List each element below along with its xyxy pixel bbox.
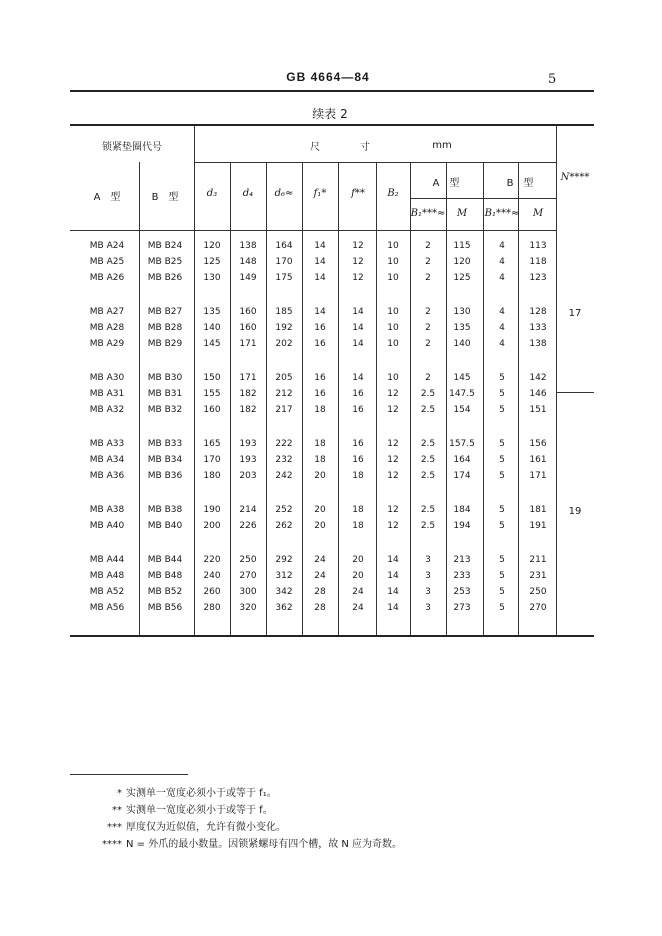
table-cell: MB A25 (89, 257, 125, 267)
page-number: 5 (548, 72, 557, 87)
row-divider-size (194, 162, 556, 163)
table-cell: 16 (314, 323, 326, 333)
standard-code: GB 4664—84 (286, 70, 370, 84)
table-cell: 3 (425, 587, 431, 597)
table-cell: 250 (239, 555, 257, 565)
n-value: 19 (568, 506, 582, 517)
table-cell: 312 (275, 571, 293, 581)
table-cell: 18 (352, 521, 364, 531)
table-cell: 2.5 (420, 471, 436, 481)
table-cell: MB A34 (89, 455, 125, 465)
table-cell: MB A33 (89, 439, 125, 449)
table-cell: MB A52 (89, 587, 125, 597)
table-cell: 300 (239, 587, 257, 597)
table-cell: 2.5 (420, 389, 436, 399)
table-cell: 4 (499, 257, 505, 267)
table-cell: 5 (499, 389, 505, 399)
table-cell: 24 (314, 571, 326, 581)
table-cell: 16 (352, 455, 364, 465)
table-cell: 10 (387, 323, 399, 333)
table-cell: 273 (453, 603, 471, 613)
table-cell: 10 (387, 307, 399, 317)
table-cell: 145 (203, 339, 221, 349)
table-cell: 213 (453, 555, 471, 565)
table-cell: 171 (529, 471, 547, 481)
table-cell: 135 (453, 323, 471, 333)
table-cell: MB B26 (147, 273, 183, 283)
table-cell: 14 (314, 273, 326, 283)
table-cell: 18 (352, 505, 364, 515)
table-cell: 5 (499, 555, 505, 565)
table-cell: 220 (203, 555, 221, 565)
table-cell: 222 (275, 439, 293, 449)
table-cell: MB A24 (89, 241, 125, 251)
header-d4: d₄ (242, 188, 254, 199)
table-cell: 175 (275, 273, 293, 283)
header-b-m: M (532, 208, 544, 219)
table-cell: 154 (453, 405, 471, 415)
footnote-text: 实测单一宽度必须小于或等于 f。 (126, 805, 273, 816)
table-cell: 2.5 (420, 521, 436, 531)
header-unit: mm (432, 140, 452, 151)
footnote-mark: ** (112, 805, 122, 816)
table-cell: 5 (499, 405, 505, 415)
table-cell: 200 (203, 521, 221, 531)
table-cell: MB B28 (147, 323, 183, 333)
table-cell: 181 (529, 505, 547, 515)
table-cell: 133 (529, 323, 547, 333)
table-cell: 24 (352, 587, 364, 597)
table-cell: 160 (239, 307, 257, 317)
table-cell: MB A28 (89, 323, 125, 333)
table-cell: 135 (203, 307, 221, 317)
table-cell: 280 (203, 603, 221, 613)
table-cell: 5 (499, 571, 505, 581)
header-type-b: B 型 (151, 192, 179, 203)
table-cell: 12 (352, 273, 364, 283)
header-group-a: A 型 (432, 178, 460, 189)
table-cell: 130 (203, 273, 221, 283)
table-cell: MB A27 (89, 307, 125, 317)
table-cell: 151 (529, 405, 547, 415)
table-cell: 160 (203, 405, 221, 415)
table-cell: 3 (425, 603, 431, 613)
footnote-mark: **** (102, 839, 122, 850)
table-cell: 10 (387, 241, 399, 251)
table-cell: 185 (275, 307, 293, 317)
header-b2: B₂ (387, 188, 399, 199)
table-cell: 165 (203, 439, 221, 449)
row-divider-type (410, 198, 556, 199)
table-cell: 14 (387, 603, 399, 613)
table-cell: 18 (314, 455, 326, 465)
header-d3: d₃ (206, 188, 218, 199)
header-code: 锁紧垫圈代号 (102, 142, 162, 153)
table-cell: MB A36 (89, 471, 125, 481)
table-cell: 252 (275, 505, 293, 515)
table-cell: 16 (314, 339, 326, 349)
table-cell: 10 (387, 257, 399, 267)
footnote-rule (70, 774, 188, 775)
table-cell: 250 (529, 587, 547, 597)
table-cell: 240 (203, 571, 221, 581)
table-cell: MB B31 (147, 389, 183, 399)
row-divider-n (556, 392, 594, 393)
table-cell: 140 (453, 339, 471, 349)
table-cell: MB B27 (147, 307, 183, 317)
table-cell: 174 (453, 471, 471, 481)
table-cell: 4 (499, 323, 505, 333)
table-cell: 164 (453, 455, 471, 465)
table-cell: 123 (529, 273, 547, 283)
table-cell: 262 (275, 521, 293, 531)
footnote-text: 厚度仅为近似值，允许有微小变化。 (126, 822, 286, 833)
table-cell: 20 (314, 521, 326, 531)
table-cell: 190 (203, 505, 221, 515)
header-group-b: B 型 (506, 178, 534, 189)
table-cell: 362 (275, 603, 293, 613)
table-cell: 193 (239, 455, 257, 465)
table-cell: 14 (314, 241, 326, 251)
table-cell: 4 (499, 273, 505, 283)
table-cell: MB B34 (147, 455, 183, 465)
table-cell: MB A56 (89, 603, 125, 613)
footnote (70, 820, 590, 836)
table-cell: MB B38 (147, 505, 183, 515)
table-cell: 194 (453, 521, 471, 531)
table-cell: 14 (352, 323, 364, 333)
table-cell: 18 (314, 405, 326, 415)
table-cell: MB A31 (89, 389, 125, 399)
table-cell: 193 (239, 439, 257, 449)
table-cell: MB B33 (147, 439, 183, 449)
footnote-text: 实测单一宽度必须小于或等于 f₁。 (126, 788, 277, 799)
table-cell: 14 (352, 373, 364, 383)
table-cell: 2.5 (420, 439, 436, 449)
row-divider-header (70, 230, 556, 231)
table-cell: 270 (239, 571, 257, 581)
table-cell: 16 (352, 439, 364, 449)
table-cell: 5 (499, 505, 505, 515)
table-cell: 18 (314, 439, 326, 449)
table-cell: 113 (529, 241, 547, 251)
table-cell: 231 (529, 571, 547, 581)
table-cell: 12 (352, 257, 364, 267)
table-cell: 320 (239, 603, 257, 613)
document-header (0, 0, 662, 100)
header-rule (70, 90, 594, 92)
n-value: 17 (568, 308, 582, 319)
table-cell: MB B44 (147, 555, 183, 565)
table-cell: 180 (203, 471, 221, 481)
table-cell: 24 (314, 555, 326, 565)
table-cell: 5 (499, 521, 505, 531)
table-cell: 170 (203, 455, 221, 465)
table-cell: 5 (499, 373, 505, 383)
table-cell: 170 (275, 257, 293, 267)
table-cell: MB A30 (89, 373, 125, 383)
table-cell: 28 (314, 587, 326, 597)
table-cell: 242 (275, 471, 293, 481)
table-cell: 12 (352, 241, 364, 251)
table-title: 续表 2 (312, 107, 348, 121)
table-cell: 2.5 (420, 505, 436, 515)
table-bottom-rule (70, 635, 594, 637)
table-cell: 191 (529, 521, 547, 531)
table-cell: 130 (453, 307, 471, 317)
table-cell: 14 (314, 257, 326, 267)
table-cell: MB B56 (147, 603, 183, 613)
header-f: f** (351, 188, 365, 199)
header-type-a: A 型 (93, 192, 121, 203)
table-cell: MB A44 (89, 555, 125, 565)
table-cell: 211 (529, 555, 547, 565)
table-cell: MB B25 (147, 257, 183, 267)
table-cell: 182 (239, 389, 257, 399)
table-cell: 2 (425, 241, 431, 251)
table-cell: 184 (453, 505, 471, 515)
footnote (70, 786, 590, 802)
table-cell: 5 (499, 455, 505, 465)
table-cell: 214 (239, 505, 257, 515)
table-cell: 10 (387, 273, 399, 283)
table-cell: 160 (239, 323, 257, 333)
table-cell: 14 (352, 339, 364, 349)
header-a-b1: B₁***≈ (410, 208, 446, 219)
table-cell: 147.5 (449, 389, 475, 399)
header-n: N**** (560, 172, 590, 183)
table-cell: 14 (314, 307, 326, 317)
header-a-m: M (456, 208, 468, 219)
table-cell: 138 (529, 339, 547, 349)
footnote-mark: *** (107, 822, 122, 833)
table-cell: MB A26 (89, 273, 125, 283)
table-cell: 233 (453, 571, 471, 581)
table-cell: 125 (203, 257, 221, 267)
table-cell: 14 (387, 587, 399, 597)
table-cell: 192 (275, 323, 293, 333)
header-d6: d₆≈ (274, 188, 294, 199)
table-cell: 203 (239, 471, 257, 481)
table-cell: 10 (387, 373, 399, 383)
table-cell: 148 (239, 257, 257, 267)
table-cell: MB A38 (89, 505, 125, 515)
table-cell: MB B36 (147, 471, 183, 481)
table-cell: 226 (239, 521, 257, 531)
table-cell: 16 (314, 389, 326, 399)
table-cell: 212 (275, 389, 293, 399)
table-cell: 146 (529, 389, 547, 399)
table-cell: 2 (425, 307, 431, 317)
footnote-mark: * (117, 788, 122, 799)
table-top-rule (70, 124, 594, 126)
table-cell: 202 (275, 339, 293, 349)
footnote (70, 803, 590, 819)
table-cell: 12 (387, 439, 399, 449)
table-cell: 115 (453, 241, 471, 251)
table-cell: MB B48 (147, 571, 183, 581)
table-cell: 5 (499, 587, 505, 597)
table-cell: 12 (387, 455, 399, 465)
table-cell: 164 (275, 241, 293, 251)
table-cell: 28 (314, 603, 326, 613)
table-cell: 150 (203, 373, 221, 383)
table-cell: MB A29 (89, 339, 125, 349)
col-divider (483, 162, 484, 635)
table-cell: 2 (425, 373, 431, 383)
header-f1: f₁* (313, 188, 327, 199)
table-cell: 232 (275, 455, 293, 465)
table-cell: 253 (453, 587, 471, 597)
table-cell: 12 (387, 521, 399, 531)
table-cell: 2 (425, 323, 431, 333)
table-cell: MB B24 (147, 241, 183, 251)
table-cell: 138 (239, 241, 257, 251)
table-cell: 205 (275, 373, 293, 383)
table-cell: 128 (529, 307, 547, 317)
table-cell: 4 (499, 307, 505, 317)
table-cell: 5 (499, 471, 505, 481)
table-cell: 20 (314, 471, 326, 481)
table-cell: 12 (387, 471, 399, 481)
table-cell: 2 (425, 257, 431, 267)
table-cell: 14 (387, 571, 399, 581)
table-cell: MB B29 (147, 339, 183, 349)
table-cell: 217 (275, 405, 293, 415)
table-cell: 12 (387, 405, 399, 415)
table-cell: MB A48 (89, 571, 125, 581)
table-cell: 16 (352, 389, 364, 399)
table-cell: MB B30 (147, 373, 183, 383)
table-cell: 4 (499, 241, 505, 251)
table-cell: 5 (499, 603, 505, 613)
table-cell: 2.5 (420, 455, 436, 465)
table-cell: 18 (352, 471, 364, 481)
table-cell: 10 (387, 339, 399, 349)
table-cell: 149 (239, 273, 257, 283)
table-cell: 140 (203, 323, 221, 333)
table-cell: 14 (387, 555, 399, 565)
table-cell: 155 (203, 389, 221, 399)
table-cell: 142 (529, 373, 547, 383)
table-cell: 4 (499, 339, 505, 349)
table-cell: MB B32 (147, 405, 183, 415)
table-cell: MB B40 (147, 521, 183, 531)
table-cell: 260 (203, 587, 221, 597)
table-cell: 182 (239, 405, 257, 415)
table-cell: 270 (529, 603, 547, 613)
table-cell: 14 (352, 307, 364, 317)
col-divider (338, 162, 339, 635)
table-cell: MB A40 (89, 521, 125, 531)
table-cell: 5 (499, 439, 505, 449)
table-cell: 120 (203, 241, 221, 251)
table-cell: 120 (453, 257, 471, 267)
table-cell: 2 (425, 339, 431, 349)
table-cell: 156 (529, 439, 547, 449)
header-b-b1: B₁***≈ (484, 208, 520, 219)
col-divider-n (556, 126, 557, 635)
table-cell: 16 (352, 405, 364, 415)
table-cell: 12 (387, 505, 399, 515)
table-cell: 171 (239, 339, 257, 349)
table-cell: 118 (529, 257, 547, 267)
table-cell: 2 (425, 273, 431, 283)
table-cell: 12 (387, 389, 399, 399)
table-cell: 3 (425, 555, 431, 565)
table-cell: MB A32 (89, 405, 125, 415)
table-cell: 292 (275, 555, 293, 565)
table-cell: 2.5 (420, 405, 436, 415)
table-cell: 157.5 (449, 439, 475, 449)
table-cell: 20 (352, 571, 364, 581)
table-cell: 24 (352, 603, 364, 613)
table-cell: 145 (453, 373, 471, 383)
footnote-text: N = 外爪的最小数量。因锁紧螺母有四个槽，故 N 应为奇数。 (126, 839, 403, 850)
table-cell: 171 (239, 373, 257, 383)
footnote (70, 837, 590, 853)
table-cell: 125 (453, 273, 471, 283)
table-cell: 20 (314, 505, 326, 515)
table-cell: 20 (352, 555, 364, 565)
table-cell: 342 (275, 587, 293, 597)
table-cell: 161 (529, 455, 547, 465)
table-cell: 3 (425, 571, 431, 581)
header-size: 尺 寸 (310, 142, 370, 153)
table-cell: MB B52 (147, 587, 183, 597)
table-cell: 16 (314, 373, 326, 383)
